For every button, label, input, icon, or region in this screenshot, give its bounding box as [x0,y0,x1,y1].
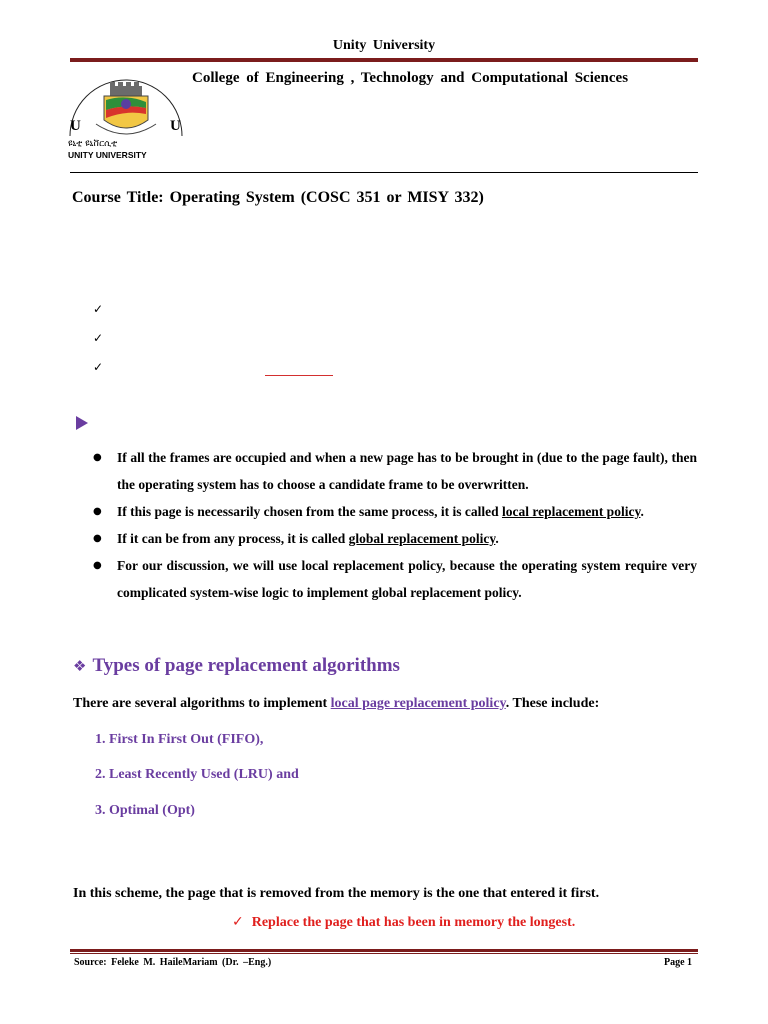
bullet-dot-icon: ● [93,452,102,463]
header-rule [70,58,698,62]
algorithms-intro [73,696,599,712]
list-item [93,552,697,606]
bullet-dot-icon: ● [93,506,102,517]
logo-right-letter: U [170,118,181,134]
check-mark-1: ✓ [93,302,104,316]
intro-text: There are several algorithms to implement [73,696,331,711]
algorithm-item-fifo: 1. First In First Out (FIFO), [95,732,264,747]
bullet-text: For our discussion, we will use local replacement policy, because the operating system require very complicated system-wise logic to implement global replacement policy. [117,558,697,600]
footer-source: Source: Feleke M. HaileMariam (Dr. –Eng.) [74,957,272,968]
fifo-rule-text: Replace the page that has been in memory the longest. [251,915,576,930]
section-heading-text: Types of page replacement algorithms [92,655,400,676]
logo-amharic-name: ዩኒቲ ዩኒቨርሲቲ [68,139,118,149]
intro-text-end: . These include: [505,696,600,711]
footer-page-number: Page 1 [664,957,693,968]
algorithm-item-optimal: 3. Optimal (Opt) [95,803,195,818]
bullet-text: If all the frames are occupied and when a new page has to be brought in (due to the page fault), then the operating system has to choose a candidate frame to be overwritten. [117,450,697,492]
triangle-bullet-icon [76,416,88,430]
course-title: Course Title: Operating System (COSC 351 or MISY 332) [72,189,484,206]
fifo-rule-note [232,914,575,931]
list-item [93,444,697,498]
bullet-text: If it can be from any process, it is called [117,531,349,546]
university-logo [66,64,186,160]
footer-rule-thick [70,949,698,952]
university-header: Unity University [332,38,436,53]
logo-left-letter: U [70,118,81,134]
global-replacement-policy-term: global replacement policy [348,531,496,546]
fifo-scheme-text: In this scheme, the page that is removed from the memory is the one that entered it first. [73,886,600,901]
logo-english-name: UNITY UNIVERSITY [68,150,147,160]
red-underline [265,375,333,376]
bullet-text: If this page is necessarily chosen from the same process, it is called [117,504,502,519]
list-item [93,498,697,525]
diamond-bullet-icon: ❖ [73,657,87,675]
local-replacement-policy-term: local replacement policy [501,504,641,519]
check-mark-2: ✓ [93,331,104,345]
footer-rule-thin [70,953,698,954]
algorithm-item-lru: 2. Least Recently Used (LRU) and [95,767,299,782]
header-bottom-rule [70,172,698,173]
list-item [93,525,697,552]
check-mark-3: ✓ [93,360,104,374]
local-page-replacement-policy-link[interactable]: local page replacement policy [330,696,506,711]
college-name: College of Engineering , Technology and Computational Sciences [192,70,629,86]
bullet-dot-icon: ● [93,560,102,571]
bullet-text-end: . [495,531,499,546]
bullet-dot-icon: ● [93,533,102,544]
bullet-text-end: . [640,504,644,519]
section-heading [73,655,400,677]
policy-bullet-list [93,444,697,606]
check-icon: ✓ [232,914,244,930]
